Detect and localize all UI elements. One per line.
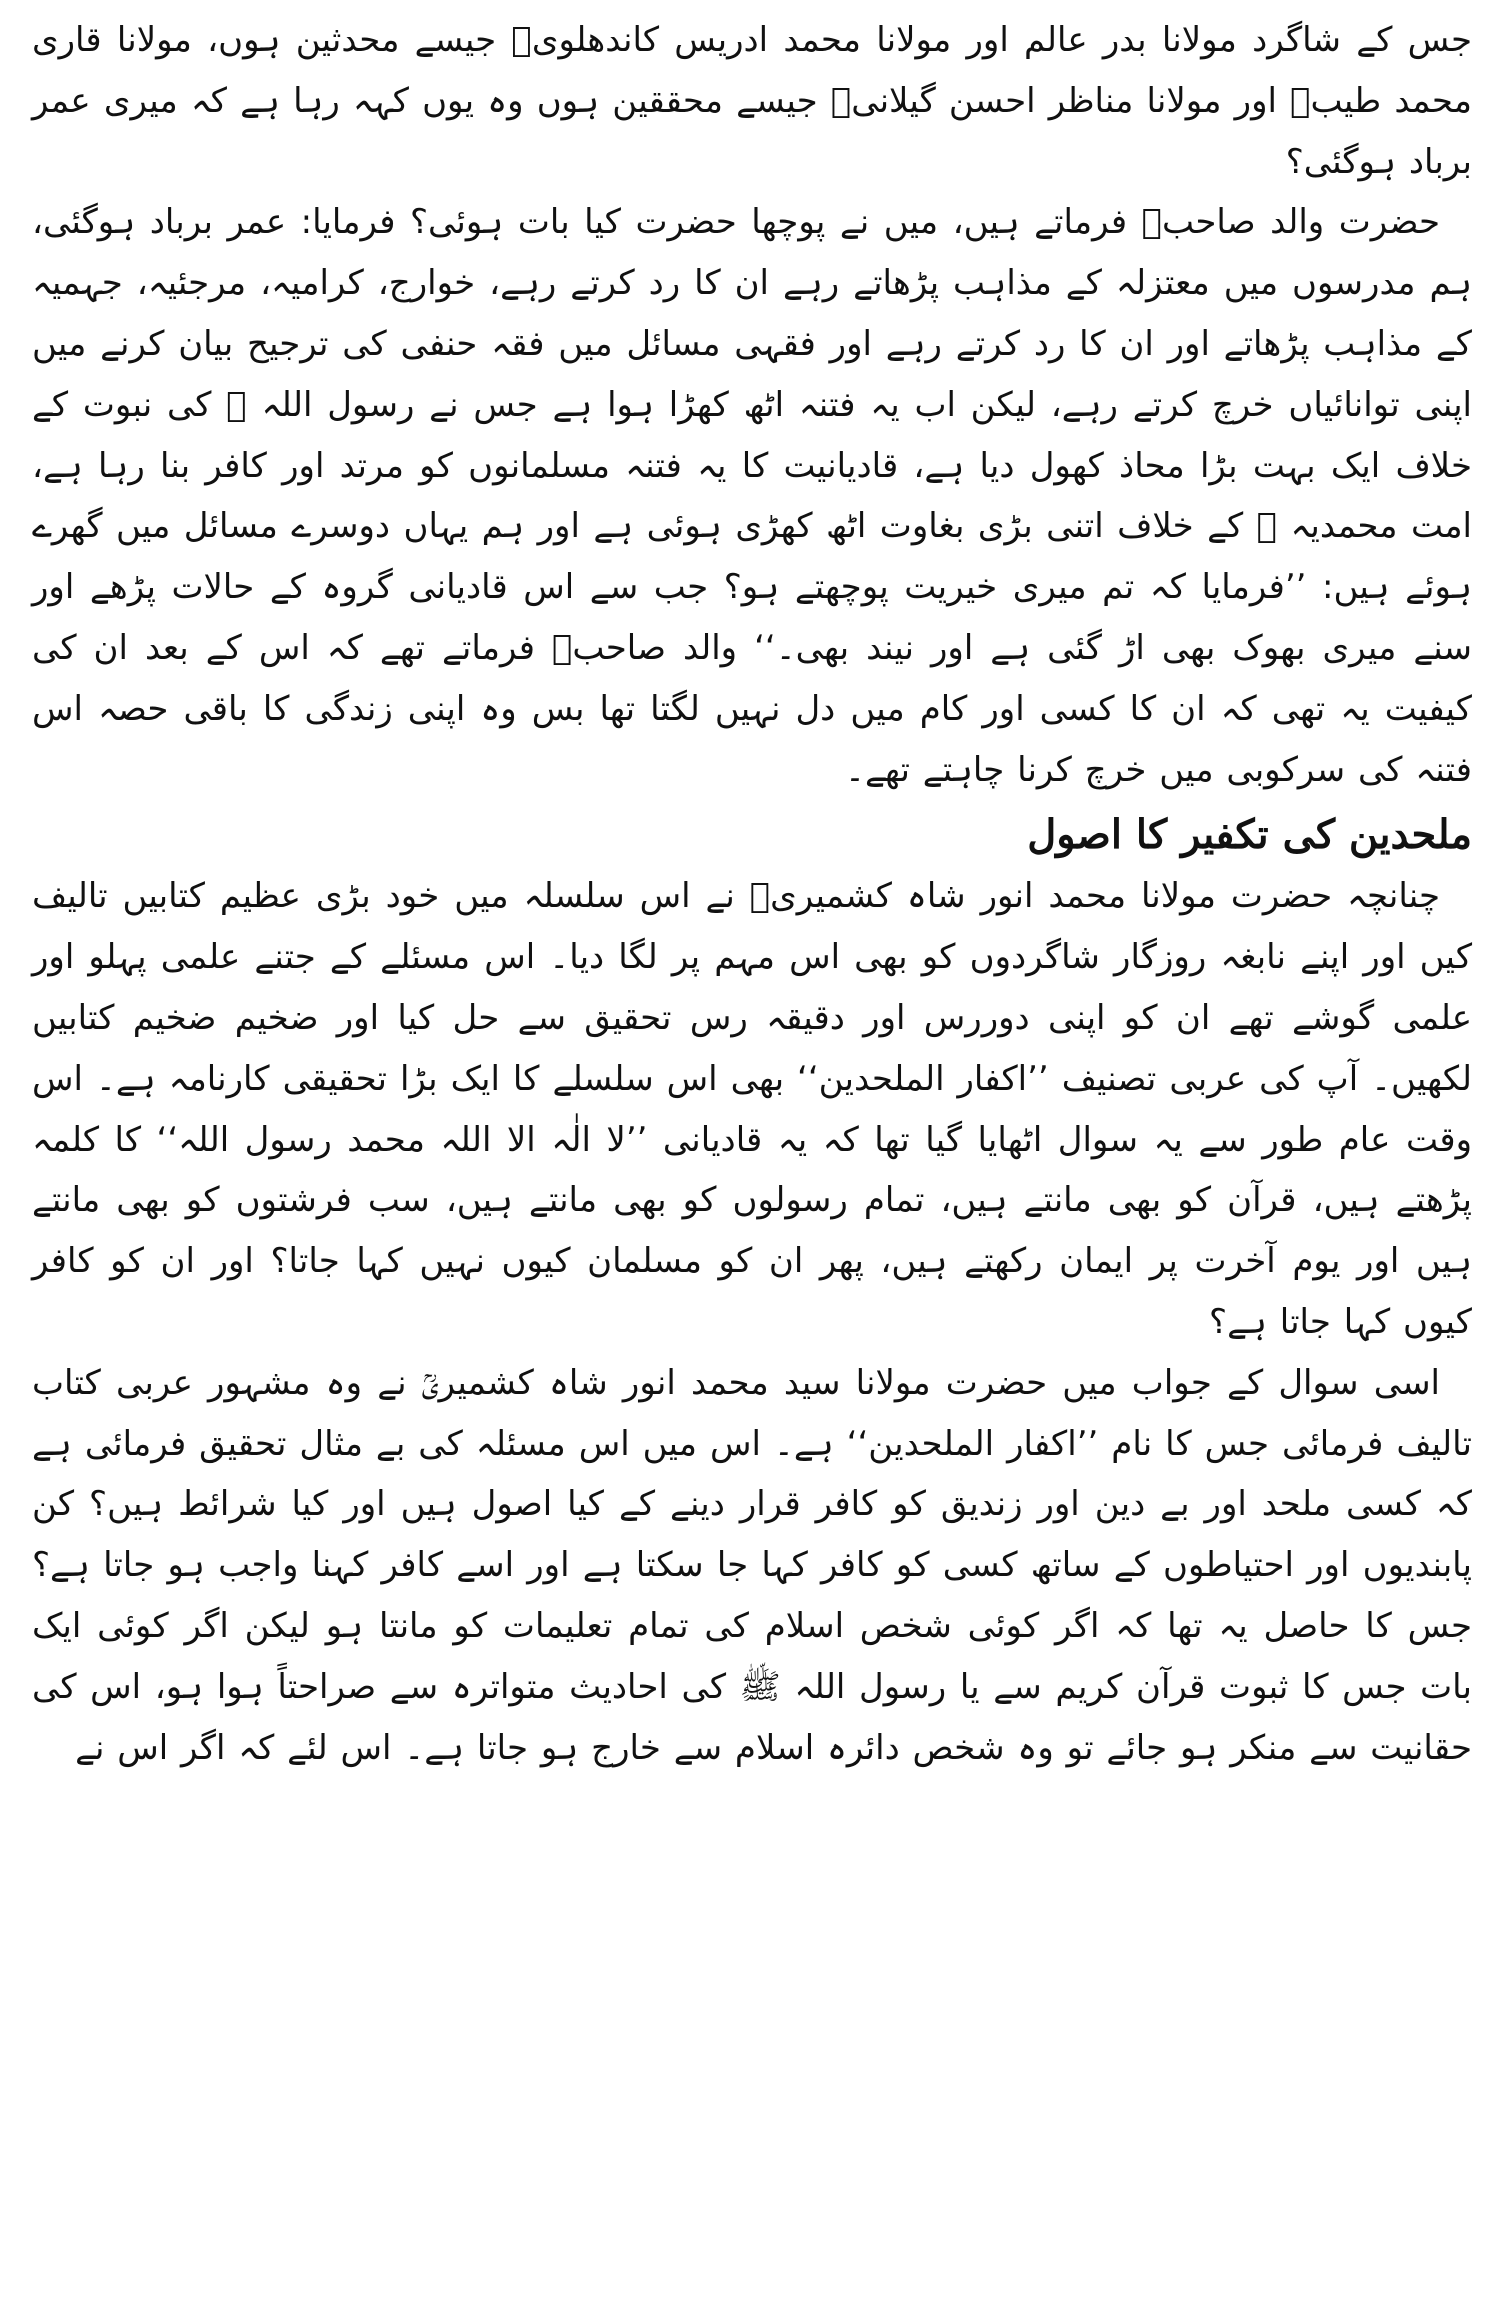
paragraph-2: حضرت والد صاحبؒ فرماتے ہیں، میں نے پوچھا حضرت کیا بات ہوئی؟ فرمایا: عمر برباد ہوگئی، ہم مدرسوں میں معتزلہ کے مذاہب پڑھاتے رہے ان کا رد کرتے رہے، خوارج، کرامیہ، مرجئیہ، جہمیہ کے مذاہب پڑھاتے اور ان کا رد کرتے رہے اور فقہی مسائل میں فقہ حنفی کی ترجیح بیان کرنے میں اپنی توانائیاں خرچ کرتے رہے، لیکن اب یہ فتنہ اٹھ کھڑا ہوا ہے جس نے رسول اللہ ﷺ کی نبوت کے خلاف ایک بہت بڑا محاذ کھول دیا ہے، قادیانیت کا یہ فتنہ مسلمانوں کو مرتد اور کافر بنا رہا ہے، امت محمدیہ ﷺ کے خلاف اتنی بڑی بغاوت اٹھ کھڑی ہوئی ہے اور ہم یہاں دوسرے مسائل میں گھرے ہوئے ہیں: ’’فرمایا کہ تم میری خیریت پوچھتے ہو؟ جب سے اس قادیانی گروہ کے حالات پڑھے اور سنے میری بھوک بھی اڑ گئی ہے اور نیند بھی۔‘‘ والد صاحبؒ فرماتے تھے کہ اس کے بعد ان کی کیفیت یہ تھی کہ ان کا کسی اور کام میں دل نہیں لگتا تھا بس وہ اپنی زندگی کا باقی حصہ اس فتنہ کی سرکوبی میں خرچ کرنا چاہتے تھے۔ (32, 202, 1472, 790)
paragraph-4: اسی سوال کے جواب میں حضرت مولانا سید محمد انور شاہ کشمیریؒ نے وہ مشہور عربی کتاب تالیف فرمائی جس کا نام ’’اکفار الملحدین‘‘ ہے۔ اس میں اس مسئلہ کی بے مثال تحقیق فرمائی ہے کہ کسی ملحد اور بے دین اور زندیق کو کافر قرار دینے کے کیا اصول ہیں اور کیا شرائط ہیں؟ کن پابندیوں اور احتیاطوں کے ساتھ کسی کو کافر کہا جا سکتا ہے اور اسے کافر کہنا واجب ہو جاتا ہے؟ جس کا حاصل یہ تھا کہ اگر کوئی شخص اسلام کی تمام تعلیمات کو مانتا ہو لیکن اگر کوئی ایک بات جس کا ثبوت قرآن کریم سے یا رسول اللہ ﷺ کی احادیث متواترہ سے صراحتاً ہوا ہو، اس کی حقانیت سے منکر ہو جائے تو وہ شخص دائرہ اسلام سے خارج ہو جاتا ہے۔ اس لئے کہ اگر اس نے (32, 1362, 1472, 1768)
paragraph-3: چنانچہ حضرت مولانا محمد انور شاہ کشمیریؒ نے اس سلسلہ میں خود بڑی عظیم کتابیں تالیف کیں اور اپنے نابغہ روزگار شاگردوں کو بھی اس مہم پر لگا دیا۔ اس مسئلے کے جتنے علمی پہلو اور علمی گوشے تھے ان کو اپنی دوررس اور دقیقہ رس تحقیق سے حل کیا اور ضخیم ضخیم کتابیں لکھیں۔ آپ کی عربی تصنیف ’’اکفار الملحدین‘‘ بھی اس سلسلے کا ایک بڑا تحقیقی کارنامہ ہے۔ اس وقت عام طور سے یہ سوال اٹھایا گیا تھا کہ یہ قادیانی ’’لا الٰہ الا اللہ محمد رسول اللہ‘‘ کا کلمہ پڑھتے ہیں، قرآن کو بھی مانتے ہیں، تمام رسولوں کو بھی مانتے ہیں، سب فرشتوں کو بھی مانتے ہیں اور یوم آخرت پر ایمان رکھتے ہیں، پھر ان کو مسلمان کیوں نہیں کہا جاتا؟ اور ان کو کافر کیوں کہا جاتا ہے؟ (32, 876, 1472, 1342)
paragraph-1: جس کے شاگرد مولانا بدر عالم اور مولانا محمد ادریس کاندھلویؒ جیسے محدثین ہوں، مولانا قاری محمد طیبؒ اور مولانا مناظر احسن گیلانیؒ جیسے محققین ہوں وہ یوں کہہ رہا ہے کہ میری عمر برباد ہوگئی؟ (32, 20, 1472, 182)
section-heading: ملحدین کی تکفیر کا اصول (1027, 811, 1472, 859)
